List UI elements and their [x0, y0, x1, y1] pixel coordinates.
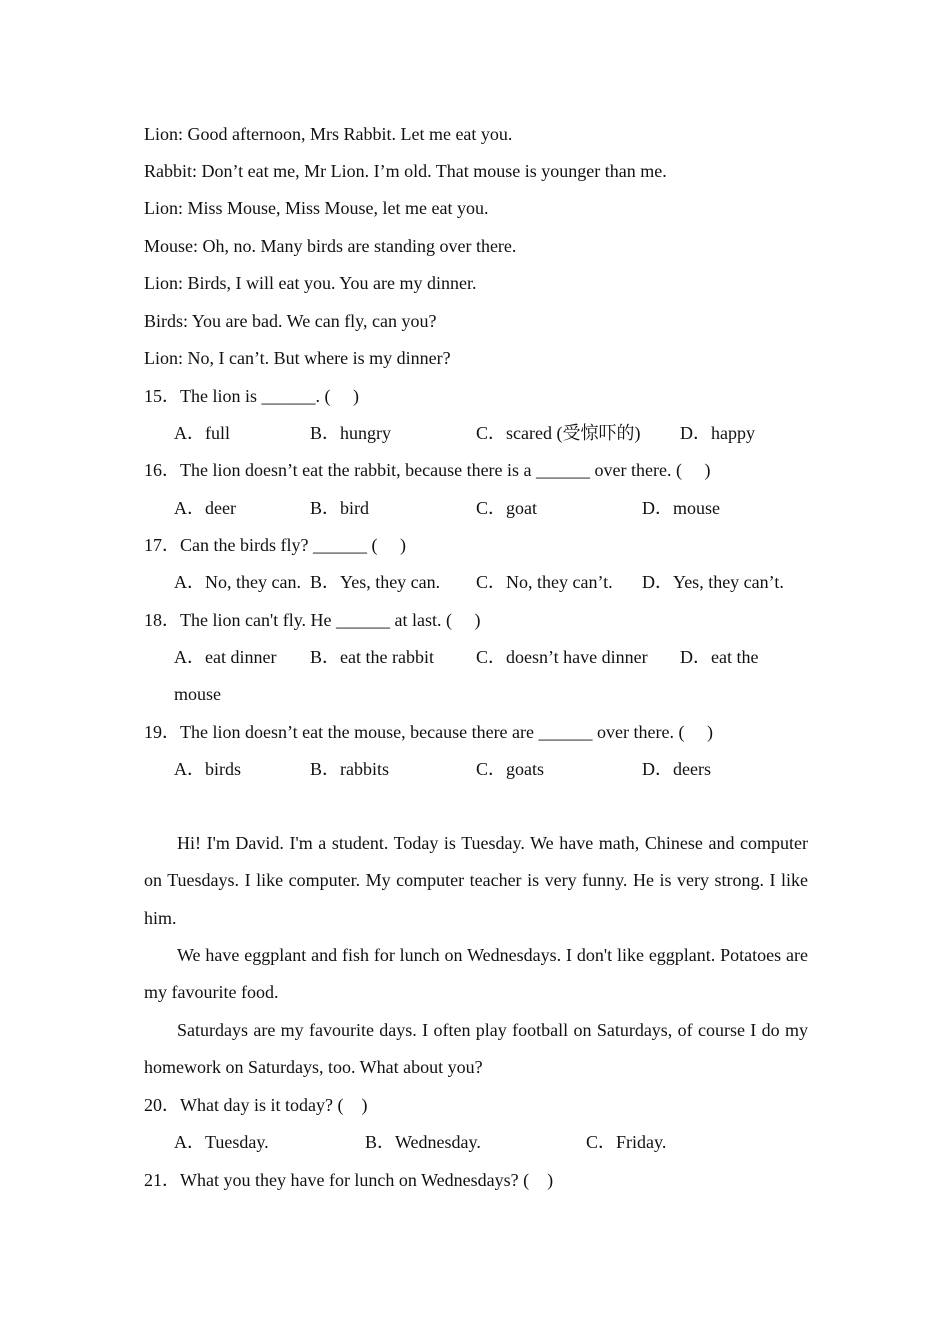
dialogue-line: Lion: Miss Mouse, Miss Mouse, let me eat you. — [144, 198, 489, 218]
question-19-stem: 19．The lion doesn’t eat the mouse, because there are ______ over there. ( ) — [144, 722, 713, 742]
question-18-option-d[interactable]: D．eat the — [680, 647, 759, 667]
question-19-option-b[interactable]: B．rabbits — [310, 759, 389, 779]
dialogue-line: Lion: Good afternoon, Mrs Rabbit. Let me eat you. — [144, 124, 513, 144]
question-19-option-a[interactable]: A．birds — [174, 759, 241, 779]
question-16-option-d[interactable]: D．mouse — [642, 498, 720, 518]
passage-paragraph: Saturdays are my favourite days. I often play football on Saturdays, of course I do my homework on Saturdays, too. What about you? — [144, 1020, 808, 1078]
question-18-option-c[interactable]: C．doesn’t have dinner — [476, 647, 648, 667]
question-18-stem: 18．The lion can't fly. He ______ at last. ( ) — [144, 610, 481, 630]
question-15-option-c[interactable]: C．scared (受惊吓的) — [476, 423, 641, 443]
dialogue-line: Mouse: Oh, no. Many birds are standing over there. — [144, 236, 517, 256]
question-20-option-a[interactable]: A．Tuesday. — [174, 1132, 269, 1152]
question-21-stem: 21．What you they have for lunch on Wednesdays? ( ) — [144, 1170, 554, 1190]
question-15-option-a[interactable]: A．full — [174, 423, 230, 443]
question-17-option-b[interactable]: B．Yes, they can. — [310, 572, 441, 592]
question-17-option-c[interactable]: C．No, they can’t. — [476, 572, 613, 592]
question-15-option-b[interactable]: B．hungry — [310, 423, 391, 443]
question-16-option-a[interactable]: A．deer — [174, 498, 236, 518]
question-16-option-b[interactable]: B．bird — [310, 498, 370, 518]
question-18-option-d-continuation: mouse — [174, 684, 221, 704]
question-19-option-c[interactable]: C．goats — [476, 759, 545, 779]
question-20-stem: 20．What day is it today? ( ) — [144, 1095, 368, 1115]
question-15-option-d[interactable]: D．happy — [680, 423, 755, 443]
question-18-option-a[interactable]: A．eat dinner — [174, 647, 277, 667]
question-17-stem: 17．Can the birds fly? ______ ( ) — [144, 535, 406, 555]
passage-paragraph: We have eggplant and fish for lunch on Wednesdays. I don't like eggplant. Potatoes are my favourite food. — [144, 945, 808, 1003]
question-16-option-c[interactable]: C．goat — [476, 498, 537, 518]
question-15-stem: 15．The lion is ______. ( ) — [144, 386, 359, 406]
dialogue-line: Lion: No, I can’t. But where is my dinner? — [144, 348, 451, 368]
question-17-option-a[interactable]: A．No, they can. — [174, 572, 301, 592]
question-20-option-b[interactable]: B．Wednesday. — [365, 1132, 481, 1152]
dialogue-line: Birds: You are bad. We can fly, can you? — [144, 311, 437, 331]
question-16-stem: 16．The lion doesn’t eat the rabbit, because there is a ______ over there. ( ) — [144, 460, 711, 480]
passage-paragraph: Hi! I'm David. I'm a student. Today is Tuesday. We have math, Chinese and computer on Tuesdays. I like computer. My computer teacher is very funny. He is very strong. I like him. — [144, 833, 808, 928]
dialogue-line: Lion: Birds, I will eat you. You are my dinner. — [144, 273, 477, 293]
question-17-option-d[interactable]: D．Yes, they can’t. — [642, 572, 784, 592]
question-19-option-d[interactable]: D．deers — [642, 759, 711, 779]
dialogue-line: Rabbit: Don’t eat me, Mr Lion. I’m old. That mouse is younger than me. — [144, 161, 667, 181]
question-20-option-c[interactable]: C．Friday. — [586, 1132, 667, 1152]
question-18-option-b[interactable]: B．eat the rabbit — [310, 647, 434, 667]
